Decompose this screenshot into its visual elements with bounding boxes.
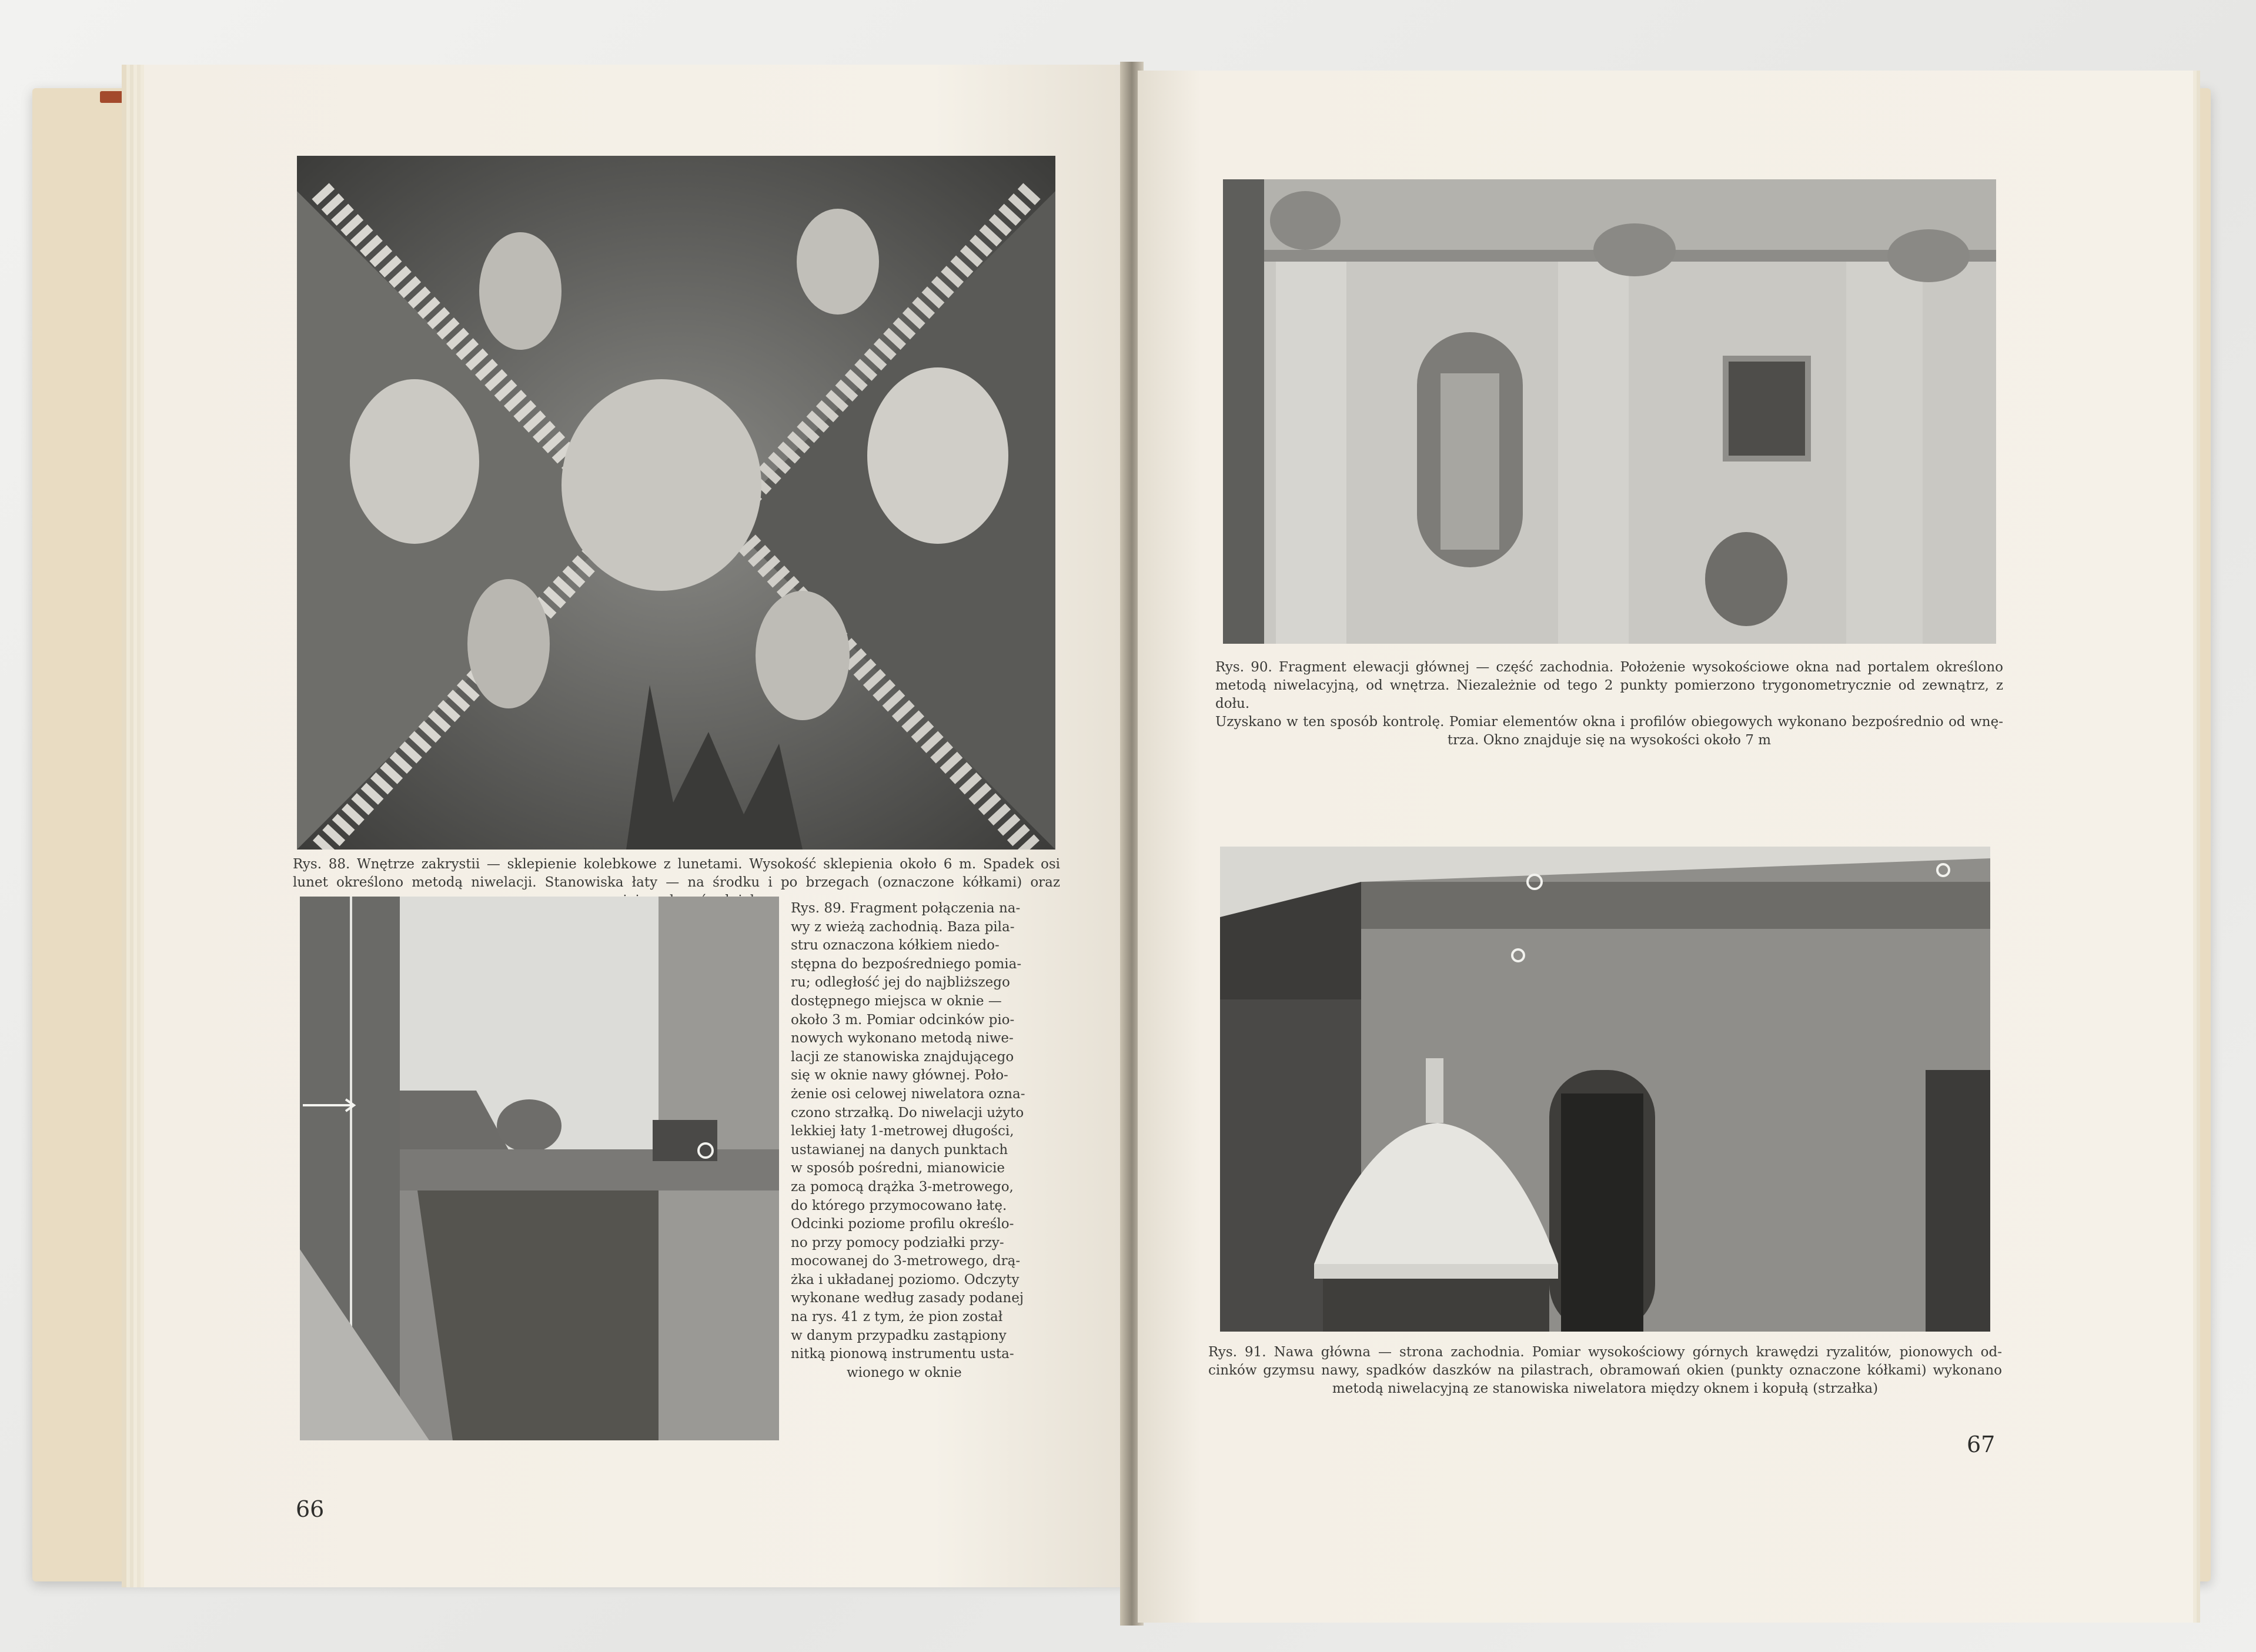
fig89-line: no przy pomocy podziałki przy-	[791, 1235, 1004, 1250]
fig91-nave-photo	[1220, 847, 1990, 1332]
fig90-caption-line3: Uzyskano w ten sposób kontrolę. Pomiar elementów okna i profilów obiegowych wykonano bezpośrednio od wnę-	[1215, 714, 2003, 730]
fig91-caption-line3: metodą niwelacyjną ze stanowiska niwelatora między oknem i kopułą (strzałka)	[1332, 1381, 1879, 1396]
right-page	[1138, 71, 2193, 1623]
fig91-caption	[1208, 1343, 2002, 1398]
fig90-facade-photo	[1223, 179, 1996, 644]
fig89-line: lacji ze stanowiska znajdującego	[791, 1049, 1014, 1065]
fig89-line: około 3 m. Pomiar odcinków pio-	[791, 1012, 1015, 1028]
fig91-caption-line2: cinków gzymsu nawy, spadków daszków na pilastrach, obramowań okien (punkty oznaczone kółkami) wykonano	[1208, 1363, 2002, 1378]
fig89-line: w danym przypadku zastąpiony	[791, 1327, 1007, 1343]
fig89-line: żka i układanej poziomo. Odczyty	[791, 1272, 1020, 1288]
fig89-line: wy z wieżą zachodnią. Baza pila-	[791, 919, 1015, 935]
fig88-caption-line1: Rys. 88. Wnętrze zakrystii — sklepienie kolebkowe z lunetami. Wysokość sklepienia około 6 m. Spadek osi	[293, 857, 1060, 872]
fig89-line: dostępnego miejsca w oknie —	[791, 993, 1002, 1009]
fig89-line: w sposób pośredni, mianowicie	[791, 1161, 1005, 1176]
page-number-left: 66	[296, 1496, 325, 1522]
fig89-tower-photo	[300, 897, 779, 1440]
fig89-line: żenie osi celowej niwelatora ozna-	[791, 1086, 1025, 1102]
fig90-caption-line4: trza. Okno znajduje się na wysokości około 7 m	[1447, 733, 1772, 748]
fig89-line: Odcinki poziome profilu określo-	[791, 1216, 1014, 1232]
page-number-right: 67	[1967, 1432, 1996, 1457]
fig89-line: na rys. 41 z tym, że pion został	[791, 1309, 1003, 1325]
fig89-line: mocowanej do 3-metrowego, drą-	[791, 1253, 1021, 1269]
fig89-line: Rys. 89. Fragment połączenia na-	[791, 901, 1021, 916]
fig89-line: wykonane według zasady podanej	[791, 1290, 1024, 1306]
left-page	[144, 65, 1132, 1587]
fig89-line: nitką pionową instrumentu usta-	[791, 1346, 1014, 1362]
fig90-caption-line1: Rys. 90. Fragment elewacji głównej — część zachodnia. Położenie wysokościowe okna nad portalem określono	[1215, 660, 2003, 675]
fig89-text	[791, 899, 1025, 1382]
fig89-line: za pomocą drążka 3-metrowego,	[791, 1179, 1014, 1195]
fig91-caption-line1: Rys. 91. Nawa główna — strona zachodnia. Pomiar wysokościowy górnych krawędzi ryzalitów, pionowych od-	[1208, 1345, 2002, 1360]
fig89-line: ru; odległość jej do najbliższego	[791, 975, 1010, 991]
fig88-caption-line2: lunet określono metodą niwelacji. Stanowiska łaty — na środku i po brzegach (oznaczone kółkami) oraz	[293, 875, 1060, 890]
fig89-line: stru oznaczona kółkiem niedo-	[791, 938, 1000, 954]
fig89-line: ustawianej na danych punktach	[791, 1142, 1008, 1158]
fig89-line: się w oknie nawy głównej. Poło-	[791, 1068, 1008, 1084]
fig90-caption	[1215, 658, 2003, 750]
fig89-line: nowych wykonano metodą niwe-	[791, 1031, 1014, 1046]
fig89-line: do którego przymocowano łatę.	[791, 1198, 1007, 1213]
fig90-caption-line2: metodą niwelacyjną, od wnętrza. Niezależnie od tego 2 punkty pomierzono trygonometrycznie od zewnątrz, z dołu.	[1215, 678, 2003, 711]
fig89-line: lekkiej łaty 1-metrowej długości,	[791, 1123, 1014, 1139]
fig89-line: stępna do bezpośredniego pomia-	[791, 956, 1022, 972]
fig89-line: wionego w oknie	[847, 1365, 962, 1380]
fig89-line: czono strzałką. Do niwelacji użyto	[791, 1105, 1024, 1121]
fig88-vault-photo	[297, 156, 1055, 850]
